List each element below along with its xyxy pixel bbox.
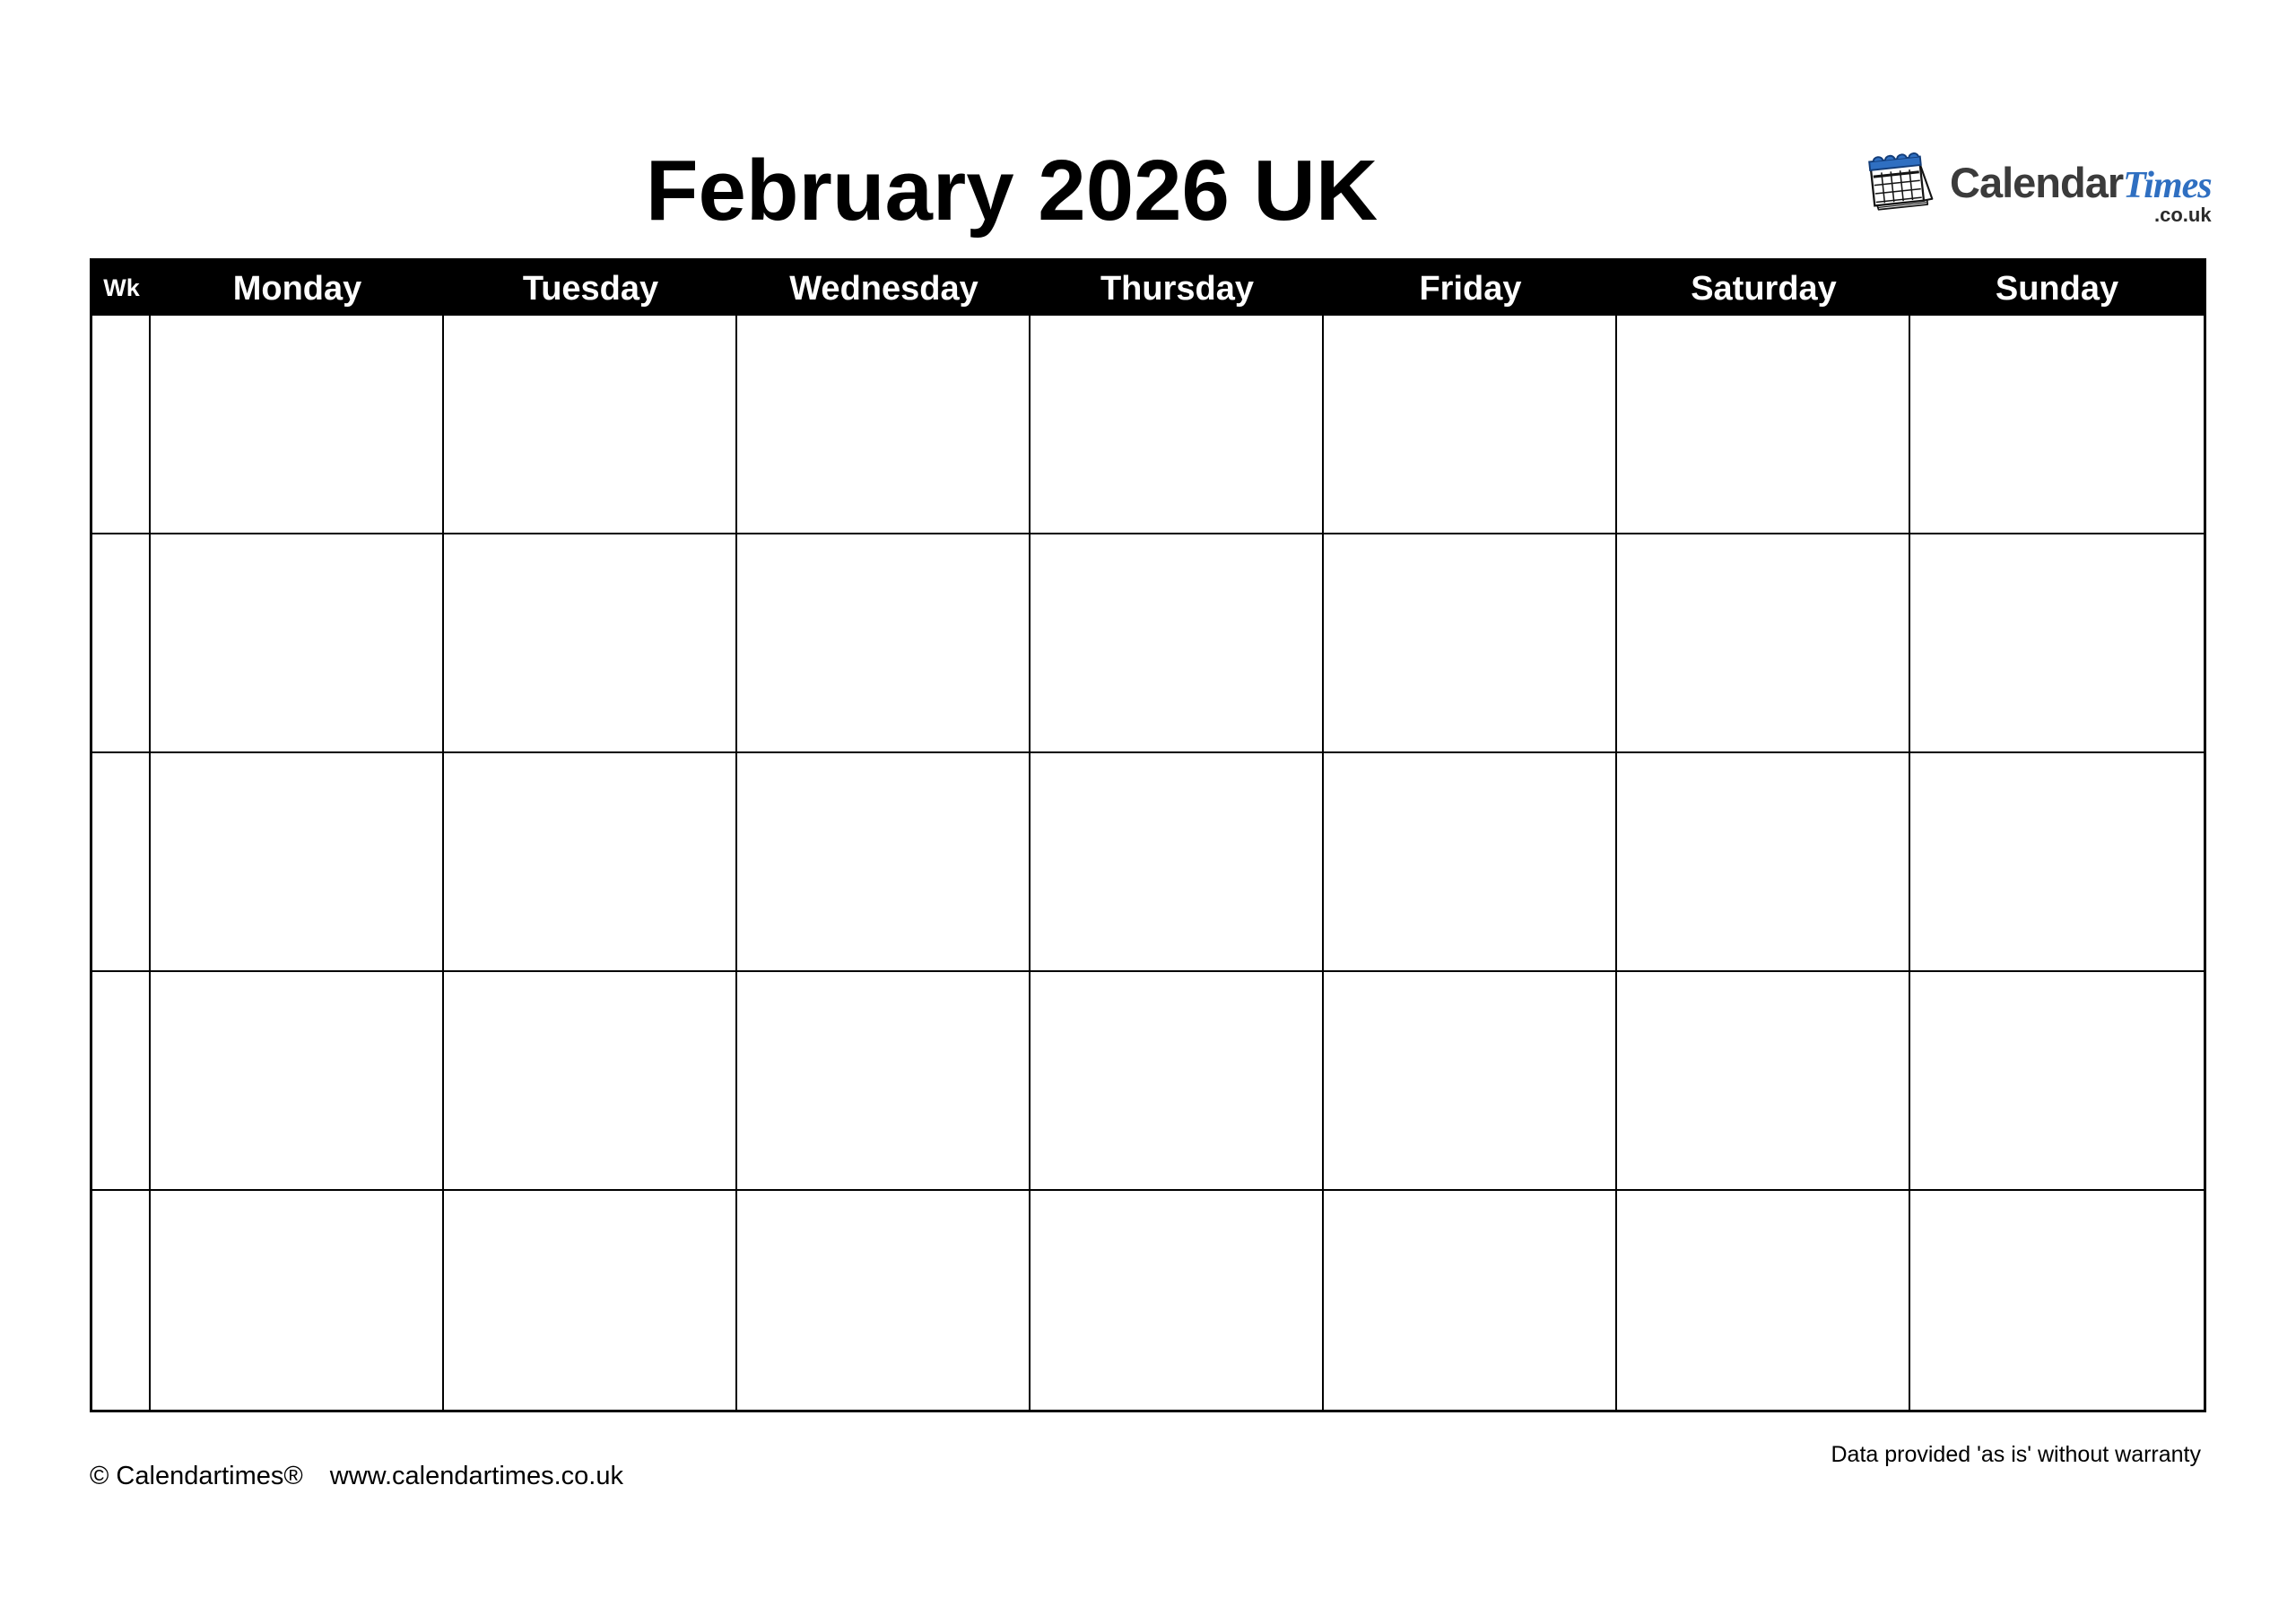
day-cell [1617,534,1910,753]
brand-name-primary: Calendar [1950,159,2124,206]
day-cell [151,1191,444,1410]
day-cell [1617,1191,1910,1410]
day-cell [1324,316,1617,534]
day-header-thursday: Thursday [1100,269,1255,308]
day-cell [151,972,444,1191]
day-cell [1324,972,1617,1191]
brand-name-secondary: Times [2123,165,2212,206]
day-cell [737,972,1031,1191]
day-cell [444,316,737,534]
day-cell [444,753,737,972]
calendar-header-row [92,261,2204,316]
day-header-saturday: Saturday [1691,269,1837,308]
day-cell [1031,1191,1324,1410]
day-cell [1031,972,1324,1191]
day-cell [151,753,444,972]
calendar-table [90,258,2206,1412]
calendar-grid-body [92,316,2204,1410]
day-header-friday: Friday [1419,269,1522,308]
week-number-cell [92,534,151,753]
calendar-icon [1866,151,1943,217]
week-row [92,972,2204,1191]
day-cell [1910,753,2204,972]
day-cell [1324,534,1617,753]
page-title: February 2026 UK [645,143,1378,239]
day-cell [1910,972,2204,1191]
day-cell [1617,972,1910,1191]
day-cell [1617,753,1910,972]
day-header-tuesday: Tuesday [522,269,659,308]
day-cell [1031,534,1324,753]
day-cell [444,1191,737,1410]
day-cell [1324,1191,1617,1410]
day-header-monday: Monday [232,269,362,308]
day-cell [1910,1191,2204,1410]
day-header-sunday: Sunday [1995,269,2119,308]
week-row [92,753,2204,972]
website-text: www.calendartimes.co.uk [329,1462,623,1490]
day-cell [151,534,444,753]
day-cell [151,316,444,534]
day-cell [1031,753,1324,972]
week-number-cell [92,316,151,534]
week-row [92,1191,2204,1410]
day-header-wednesday: Wednesday [789,269,978,308]
week-row [92,534,2204,753]
copyright-text: © Calendartimes® [90,1462,303,1490]
day-cell [444,972,737,1191]
week-number-cell [92,1191,151,1410]
footer-left [90,1462,623,1491]
day-cell [1324,753,1617,972]
brand-text [1950,158,2212,227]
day-cell [737,753,1031,972]
day-cell [444,534,737,753]
day-cell [737,316,1031,534]
day-cell [1617,316,1910,534]
disclaimer-text: Data provided 'as is' without warranty [1831,1442,2201,1467]
week-column-header: Wk [103,274,140,301]
brand-logo [1866,151,2212,227]
brand-domain: .co.uk [2153,204,2212,226]
week-row [92,316,2204,534]
week-number-cell [92,753,151,972]
day-cell [1031,316,1324,534]
day-cell [1910,534,2204,753]
day-cell [737,534,1031,753]
day-cell [737,1191,1031,1410]
day-cell [1910,316,2204,534]
week-number-cell [92,972,151,1191]
